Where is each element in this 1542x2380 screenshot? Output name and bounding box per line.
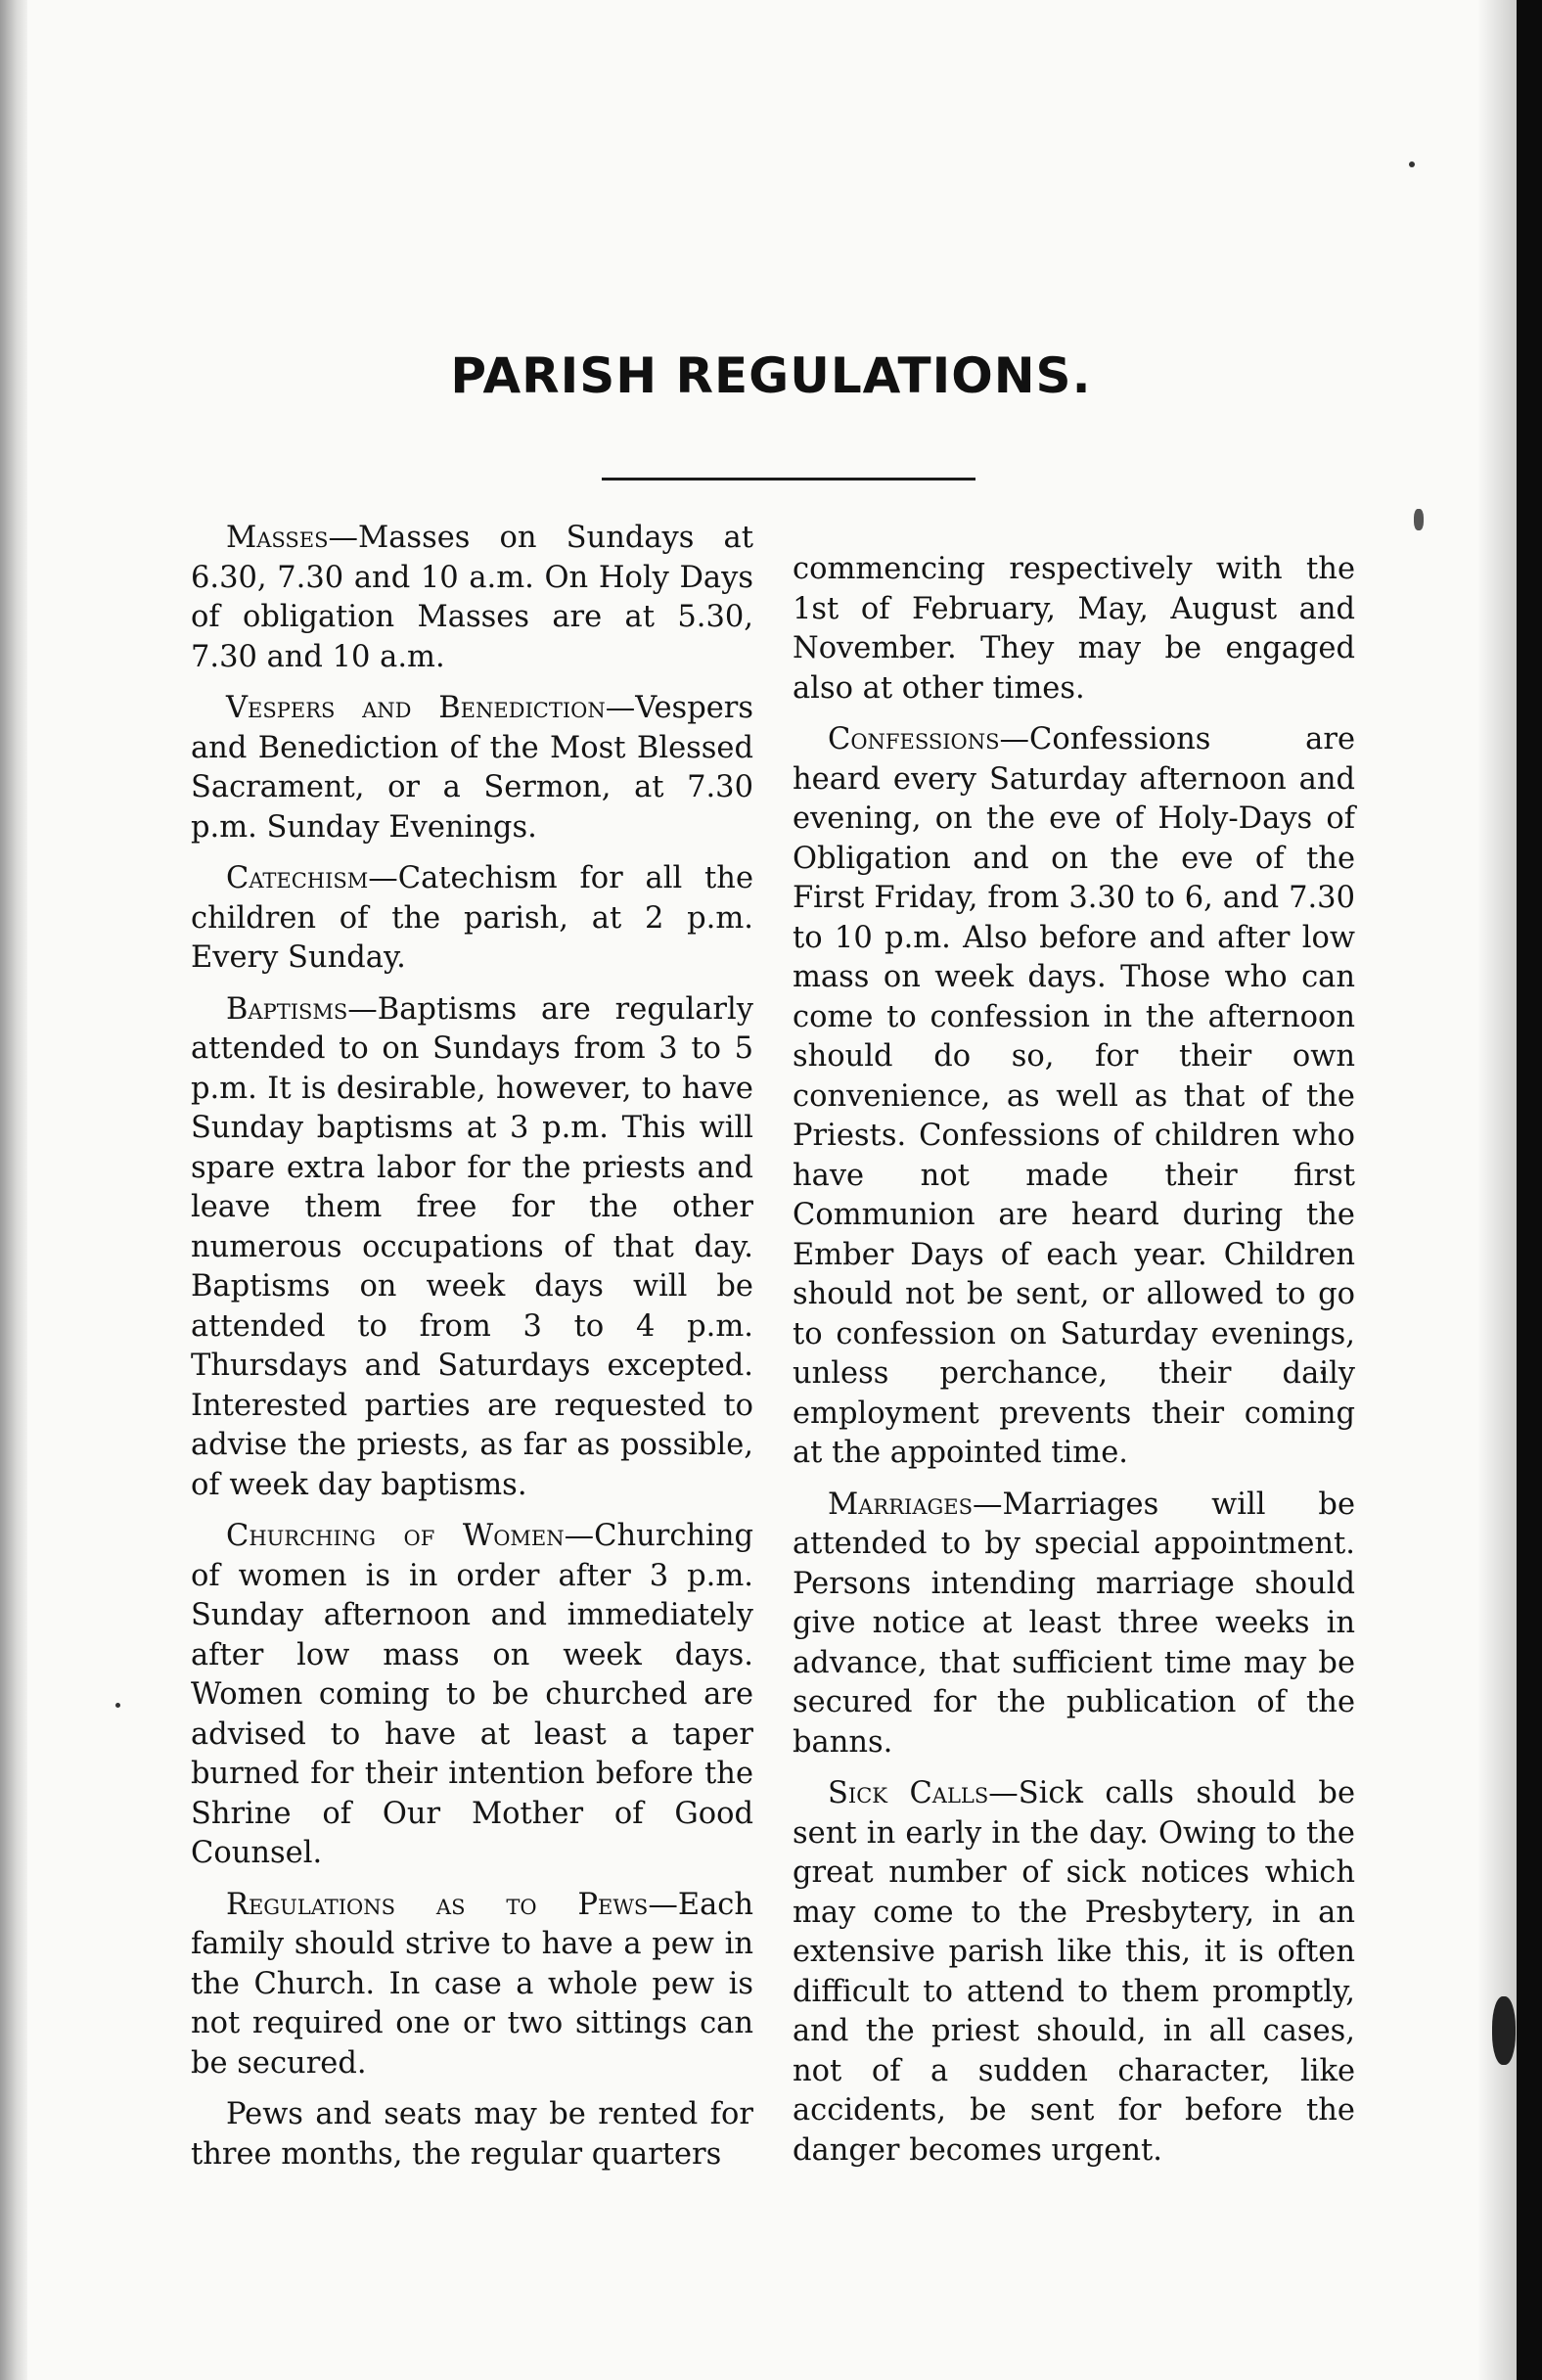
section-text: Pews and seats may be rented for three months, the regular quarters [191,2097,753,2172]
section-text: —Masses on Sundays at 6.30, 7.30 and 10 a.m. On Holy Days of obligation Masses are at 5.30, 7.30 and 10 a.m. [191,521,753,674]
paragraph-confessions [793,720,1355,1474]
paragraph-sick-calls [793,1774,1355,2171]
right-column [793,550,1355,2182]
page-title: PARISH REGULATIONS. [450,347,1092,404]
section-heading: Confessions [828,722,1000,756]
print-speck [115,1703,120,1708]
section-text: —Sick calls should be sent in early in the day. Owing to the great number of sick notices which may come to the Presbytery, in an extensive parish like this, it is often difficult to attend to them promptly, and the priest should, in all cases, not of a sudden character, like accidents, be sent for before the danger becomes urgent. [793,1776,1355,2168]
section-text: —Vespers and Benediction of the Most Blessed Sacrament, or a Sermon, at 7.30 p.m. Sunday Evenings. [191,691,753,845]
print-speck [1492,1996,1516,2065]
print-speck [1409,161,1415,167]
paragraph-pew-rental [191,2095,753,2174]
paragraph-vespers [191,689,753,847]
section-heading: Marriages [828,1487,973,1522]
section-heading: Catechism [226,861,369,895]
section-text: —Catechism for all the children of the parish, at 2 p.m. Every Sunday. [191,861,753,975]
section-text: —Marriages will be attended to by special appointment. Persons intending marriage should give notice at least three weeks in advance, that sufficient time may be secured for the publication of the banns. [793,1487,1355,1760]
section-heading: Sick Calls [828,1776,989,1810]
section-text: commencing respectively with the 1st of February, May, August and November. They may be engaged also at other times. [793,552,1355,706]
title-rule [602,478,975,481]
paragraph-baptisms [191,990,753,1506]
section-text: —Each family should strive to have a pew in the Church. In case a whole pew is not required one or two sittings can be secured. [191,1887,753,2081]
paragraph-pew-rental-continued [793,550,1355,709]
paragraph-pews [191,1886,753,2084]
section-heading: Vespers and Benediction [226,691,606,725]
section-heading: Masses [226,521,329,555]
section-text: —Churching of women is in order after 3 p.m. Sunday afternoon and immediately after low mass on week days. Women coming to be churched are advised to have at least a taper burned for their intention before the Shrine of Our Mother of Good Counsel. [191,1519,753,1870]
section-text: —Confessions are heard every Saturday afternoon and evening, on the eve of Holy-Days of Obligation and on the eve of the First Friday, from 3.30 to 6, and 7.30 to 10 p.m. Also before and after low mass on week days. Those who can come to confession in the afternoon should do so, for their own convenience, as well as that of the Priests. Confessions of children who have not made their first Communion are heard during the Ember Days of each year. Children should not be sent, or allowed to go to confession on Saturday evenings, unless perchance, their daily employment prevents their coming at the appointed time. [793,722,1355,1470]
section-heading: Churching of Women [226,1519,565,1553]
paragraph-masses [191,519,753,677]
section-heading: Baptisms [226,991,348,1027]
paragraph-marriages [793,1486,1355,1763]
paragraph-churching [191,1517,753,1874]
left-column [191,519,753,2186]
print-speck [1414,509,1424,530]
section-text: —Baptisms are regularly attended to on Sundays from 3 to 5 p.m. It is desirable, however, to have Sunday baptisms at 3 p.m. This will spare extra labor for the priests and leave them free for the other numerous occupations of that day. Baptisms on week days will be attended to from 3 to 4 p.m. Thursdays and Saturdays excepted. Interested parties are requested to advise the priests, as far as possible, of week day baptisms. [191,991,753,1502]
paragraph-catechism [191,859,753,979]
section-heading: Regulations as to Pews [226,1887,649,1922]
